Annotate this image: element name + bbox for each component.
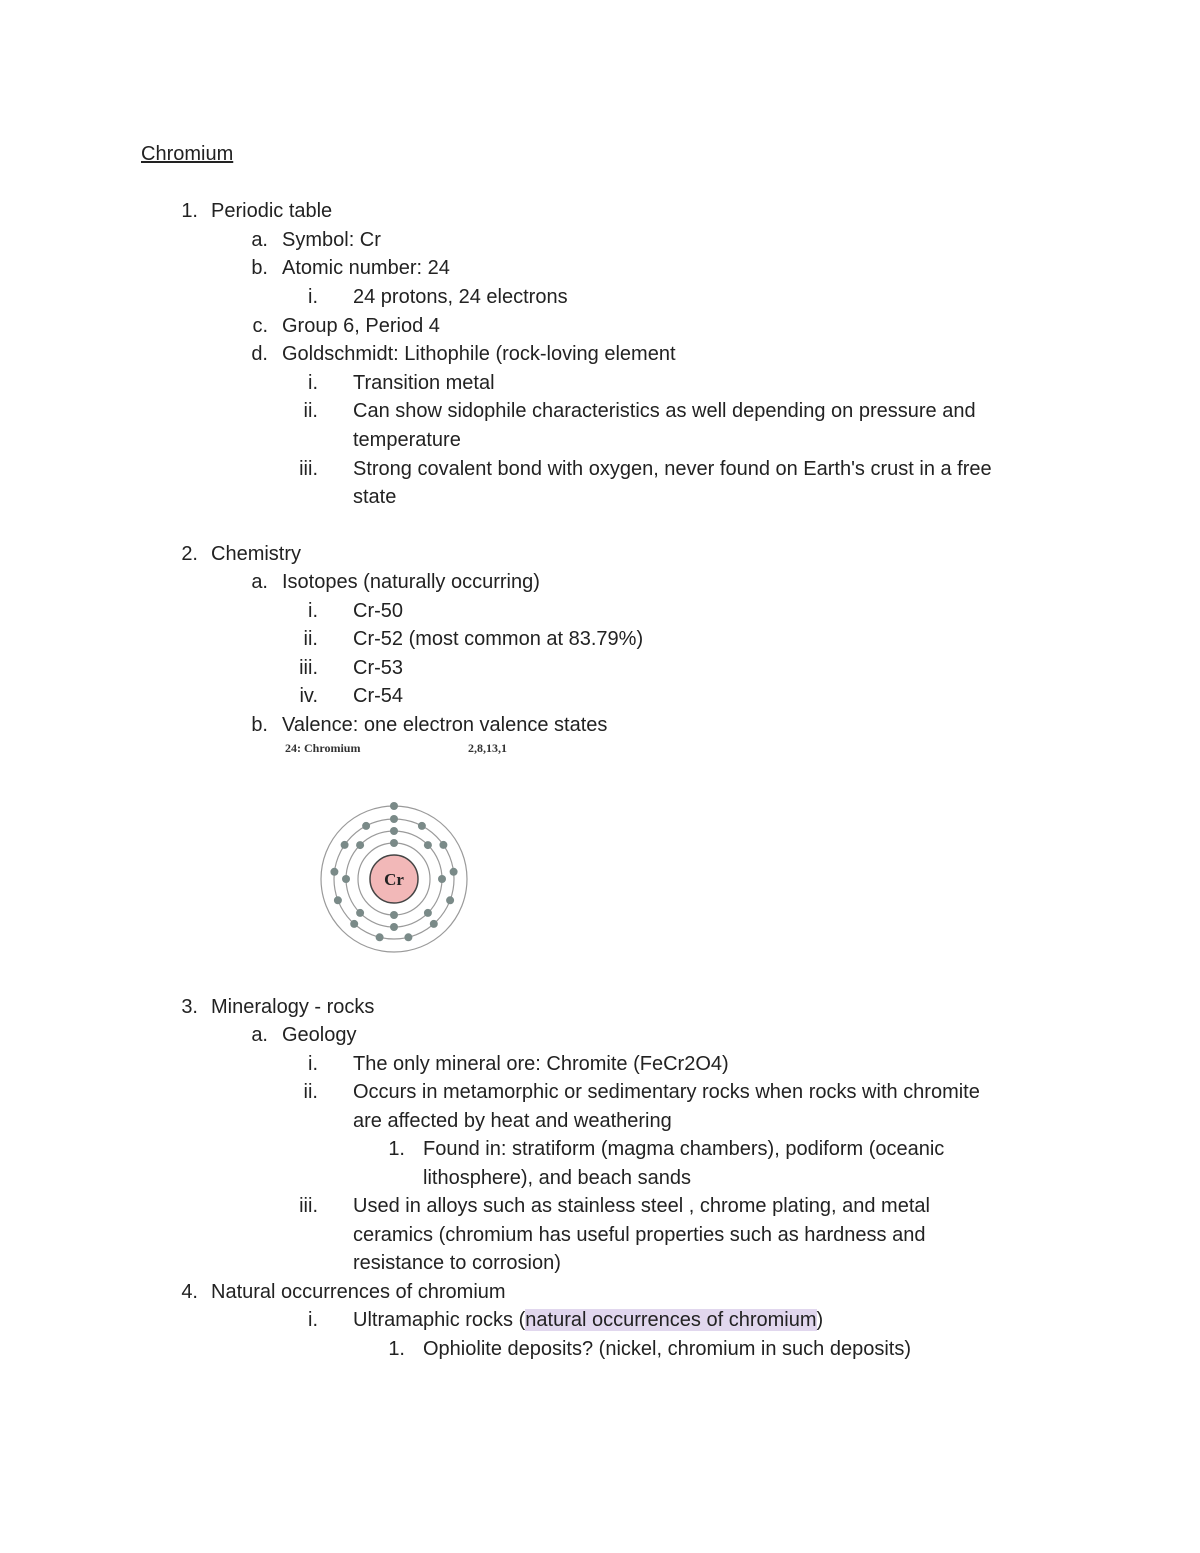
element-symbol: Cr bbox=[384, 870, 404, 889]
list-item: Symbol: Cr bbox=[282, 229, 381, 251]
list-marker: a. bbox=[251, 229, 268, 251]
electron-dot bbox=[342, 875, 350, 883]
list-item-continuation: are affected by heat and weathering bbox=[353, 1110, 672, 1132]
electron-dot bbox=[350, 920, 358, 928]
electron-configuration: 2,8,13,1 bbox=[468, 741, 507, 755]
list-item: Isotopes (naturally occurring) bbox=[282, 571, 540, 593]
highlighted-text: natural occurrences of chromium bbox=[525, 1309, 817, 1331]
electron-dot bbox=[418, 822, 426, 830]
electron-dot bbox=[376, 933, 384, 941]
list-item: Found in: stratiform (magma chambers), podiform (oceanic bbox=[423, 1138, 945, 1160]
section-heading: Natural occurrences of chromium bbox=[211, 1281, 506, 1303]
list-marker: iv. bbox=[299, 685, 318, 707]
list-item-continuation: lithosphere), and beach sands bbox=[423, 1167, 691, 1189]
list-item: Transition metal bbox=[353, 372, 495, 394]
list-item-continuation: ceramics (chromium has useful properties such as hardness and bbox=[353, 1224, 926, 1246]
list-marker: ii. bbox=[303, 1081, 318, 1103]
list-marker: c. bbox=[252, 315, 268, 337]
list-marker: i. bbox=[308, 286, 318, 308]
list-marker: iii. bbox=[299, 1195, 318, 1217]
list-marker: i. bbox=[308, 1053, 318, 1075]
list-item-continuation: temperature bbox=[353, 429, 461, 451]
electron-dot bbox=[390, 802, 398, 810]
list-marker: 1. bbox=[181, 200, 198, 222]
list-marker: b. bbox=[251, 257, 268, 279]
list-marker: 1. bbox=[388, 1338, 405, 1360]
electron-dot bbox=[404, 933, 412, 941]
diagram-header: 24: Chromium bbox=[285, 741, 361, 755]
list-item: Cr-50 bbox=[353, 600, 404, 622]
electron-dot bbox=[390, 911, 398, 919]
list-item: Cr-54 bbox=[353, 685, 404, 707]
electron-dot bbox=[390, 815, 398, 823]
list-marker: ii. bbox=[303, 400, 318, 422]
electron-dot bbox=[424, 909, 432, 917]
section-heading: Mineralogy - rocks bbox=[211, 996, 375, 1018]
list-item: Can show sidophile characteristics as well depending on pressure and bbox=[353, 400, 976, 422]
list-item: Cr-52 (most common at 83.79%) bbox=[353, 628, 644, 650]
list-item bbox=[353, 1308, 823, 1332]
list-marker: b. bbox=[251, 714, 268, 736]
list-marker: 3. bbox=[181, 996, 198, 1018]
list-marker: a. bbox=[251, 571, 268, 593]
list-item: 24 protons, 24 electrons bbox=[353, 286, 568, 308]
text-after-highlight: ) bbox=[816, 1309, 824, 1331]
electron-dot bbox=[424, 841, 432, 849]
electron-dot bbox=[334, 896, 342, 904]
electron-dot bbox=[430, 920, 438, 928]
list-marker: i. bbox=[308, 600, 318, 622]
electron-dot bbox=[390, 923, 398, 931]
list-item: Valence: one electron valence states bbox=[282, 714, 608, 736]
electron-dot bbox=[341, 841, 349, 849]
electron-dot bbox=[356, 841, 364, 849]
section-heading: Chemistry bbox=[211, 543, 302, 565]
electron-dot bbox=[450, 868, 458, 876]
list-marker: i. bbox=[308, 372, 318, 394]
electron-dot bbox=[330, 868, 338, 876]
electron-dot bbox=[438, 875, 446, 883]
list-item: Goldschmidt: Lithophile (rock-loving element bbox=[282, 343, 676, 365]
electron-dot bbox=[446, 896, 454, 904]
bohr-model-diagram bbox=[282, 738, 522, 963]
section-heading: Periodic table bbox=[211, 200, 333, 222]
list-marker: 2. bbox=[181, 543, 198, 565]
electron-dot bbox=[390, 827, 398, 835]
list-marker: iii. bbox=[299, 657, 318, 679]
list-marker: iii. bbox=[299, 458, 318, 480]
list-item: Group 6, Period 4 bbox=[282, 315, 440, 337]
electron-dot bbox=[390, 839, 398, 847]
document-title: Chromium bbox=[141, 143, 234, 165]
list-item: Strong covalent bond with oxygen, never found on Earth's crust in a free bbox=[353, 458, 992, 480]
list-item: Ophiolite deposits? (nickel, chromium in such deposits) bbox=[423, 1338, 911, 1360]
list-item-continuation: resistance to corrosion) bbox=[353, 1252, 561, 1274]
list-item: The only mineral ore: Chromite (FeCr2O4) bbox=[353, 1053, 729, 1075]
list-item-continuation: state bbox=[353, 486, 397, 508]
list-marker: 4. bbox=[181, 1281, 198, 1303]
list-marker: d. bbox=[251, 343, 268, 365]
list-marker: i. bbox=[308, 1309, 318, 1331]
list-item: Occurs in metamorphic or sedimentary rocks when rocks with chromite bbox=[353, 1081, 980, 1103]
electron-dot bbox=[362, 822, 370, 830]
list-marker: a. bbox=[251, 1024, 268, 1046]
text-before-highlight: Ultramaphic rocks ( bbox=[353, 1309, 526, 1331]
list-item: Used in alloys such as stainless steel , chrome plating, and metal bbox=[353, 1195, 930, 1217]
list-item: Cr-53 bbox=[353, 657, 404, 679]
list-item: Atomic number: 24 bbox=[282, 257, 450, 279]
electron-dot bbox=[356, 909, 364, 917]
list-marker: 1. bbox=[388, 1138, 405, 1160]
list-item: Geology bbox=[282, 1024, 357, 1046]
list-marker: ii. bbox=[303, 628, 318, 650]
electron-dot bbox=[439, 841, 447, 849]
